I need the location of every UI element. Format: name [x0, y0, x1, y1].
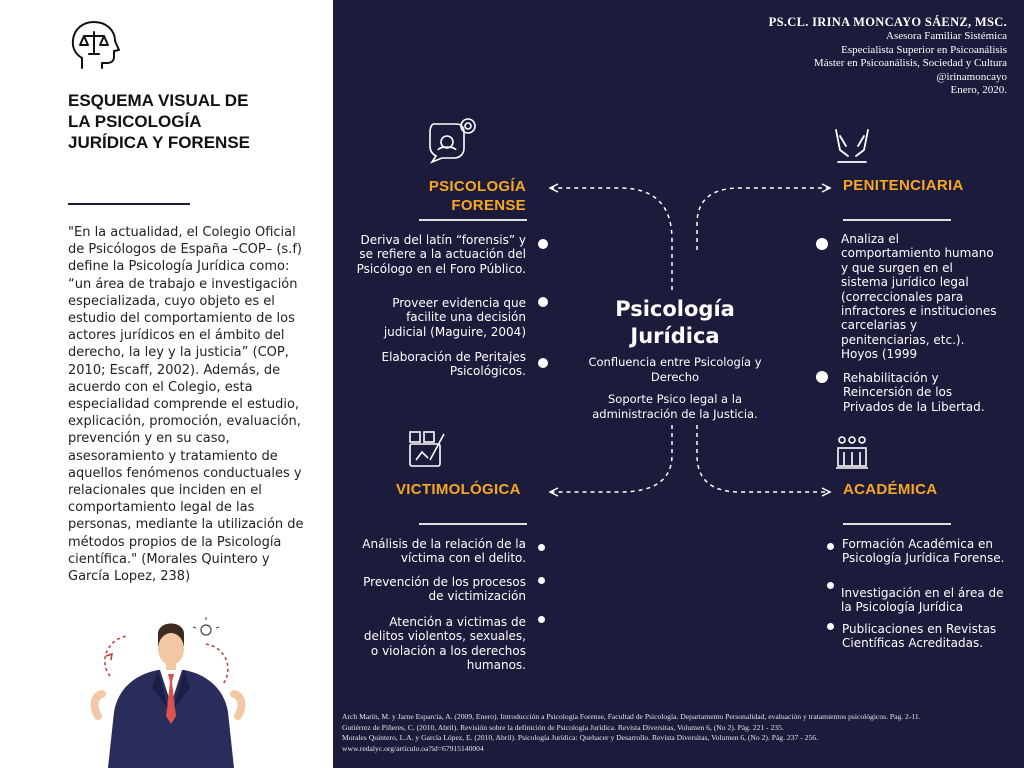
victimologica-item: Prevención de los procesos de victimización: [363, 575, 526, 604]
forense-item: Deriva del latín “forensis” y se refiere a la actuación del Psicólogo en el Foro Público.: [356, 233, 526, 276]
author-handle: @irinamoncayo: [936, 70, 1007, 83]
section-underline: [843, 219, 951, 221]
penitenciaria-item: Rehabilitación y Reincersión de los Privados de la Libertad.: [843, 371, 985, 414]
academica-item: Publicaciones en Revistas Científicas Acreditadas.: [842, 622, 997, 651]
author-credential: Máster en Psicoanálisis, Sociedad y Cultura: [813, 57, 1007, 69]
forense-item: Proveer evidencia que facilite una decisión judicial (Maguire, 2004): [383, 296, 526, 339]
section-underline: [843, 523, 951, 525]
reference-link[interactable]: www.redalyc.org/articulo.oa?id=67915140004: [342, 743, 484, 753]
references: [342, 712, 1016, 754]
center-title: Psicología Jurídica: [615, 297, 735, 348]
victimologica-item: Atención a victimas de delitos violentos, sexuales, o violación a los derechos humanos.: [363, 615, 526, 673]
connector-forense: [552, 188, 672, 290]
penitenciaria-item: Analiza el comportamiento humano y que surgen en el sistema jurídico legal (correccionales para infractores e instituciones carcelarias y penitenciarias, etc.). Hoyos (1999: [841, 232, 997, 362]
connector-penitenciaria: [697, 188, 828, 250]
bullet: [827, 543, 834, 550]
bullet: [538, 297, 548, 307]
section-underline: [419, 523, 527, 525]
academica-item: Investigación en el área de la Psicología Jurídica: [841, 586, 1004, 615]
academica-item: Formación Académica en Psicología Jurídica Forense.: [842, 537, 1005, 566]
raised-hands-icon: [830, 126, 874, 166]
chat-head-icon: [426, 118, 478, 164]
section-title-victimologica: VICTIMOLÓGICA: [396, 481, 521, 498]
author-credential: Asesora Familiar Sistémica: [886, 30, 1007, 42]
section-underline: [419, 219, 527, 221]
victim-tools-icon: [406, 430, 448, 470]
bullet: [827, 582, 834, 589]
bullet: [816, 371, 828, 383]
page-title: ESQUEMA VISUAL DE LA PSICOLOGÍA JURÍDICA Y FORENSE: [68, 91, 251, 152]
reference-item: Gutiérrez de Piñeres, C. (2010, Abril). Revisión sobre la definición de Psicología Jurídica. Revista Diversitas, Volumen 6, (No 2). Pág. 221 - 235.: [342, 722, 784, 732]
connector-victimologica: [552, 425, 672, 492]
section-title-penitenciaria: PENITENCIARIA: [843, 177, 964, 194]
victimologica-item: Análisis de la relación de la víctima con el delito.: [362, 537, 526, 566]
definition-quote: "En la actualidad, el Colegio Oficial de Psicólogos de España –COP– (s.f) define la Psicología Jurídica como: “un área de trabajo e investigación especializada, cuyo objeto es el estudio del comportamiento de los actores jurídicos en el ámbito del derecho, la ley y la justicia” (COP, 2010; Escaff, 2002). Además, de acuerdo con el Colegio, esta especialidad comprende el estudio, explicación, promoción, evaluación, prevención y en su caso, asesoramiento y tratamiento de aquellos fenómenos conductuales y relacionales que inciden en el comportamiento legal de las personas, mediante la utilización de métodos propios de la Psicología científica." (Morales Quintero y García Lopez, 238): [68, 225, 304, 585]
academic-building-icon: [834, 434, 870, 470]
bullet: [538, 239, 548, 249]
center-confluence: Confluencia entre Psicología y Derecho: [588, 355, 762, 384]
bullet: [816, 238, 828, 250]
reference-item: Morales Quintero, L.A. y García López, E. (2010, Abril). Psicología Jurídica: Quehacer y Desarrollo. Revista Diversitas, Volumen 6, (No 2). Pág. 237 - 256.: [342, 733, 818, 742]
forense-item: Elaboración de Peritajes Psicológicos.: [381, 350, 526, 379]
bullet: [538, 577, 545, 584]
bullet: [538, 616, 545, 623]
section-title-forense: PSICOLOGÍA FORENSE: [428, 178, 526, 214]
reference-item: Arch Marín, M. y Jarne Esparcia, A. (2009, Enero). Introducción a Psicología Forense, Facultad de Psicología. Departamento Personalidad, evaluación y tratamientos psicológicos. Pag. 2-11.: [342, 712, 921, 721]
bullet: [827, 623, 834, 630]
section-title-academica: ACADÉMICA: [843, 481, 938, 498]
author-date: Enero, 2020.: [950, 84, 1007, 96]
connector-academica: [697, 425, 828, 492]
bullet: [538, 358, 548, 368]
bullet: [538, 544, 545, 551]
center-support: Soporte Psico legal a la administración de la Justicia.: [592, 392, 758, 421]
author-name: PS.CL. IRINA MONCAYO SÁENZ, MSC.: [768, 15, 1007, 29]
author-credential: Especialista Superior en Psicoanálisis: [841, 43, 1007, 56]
